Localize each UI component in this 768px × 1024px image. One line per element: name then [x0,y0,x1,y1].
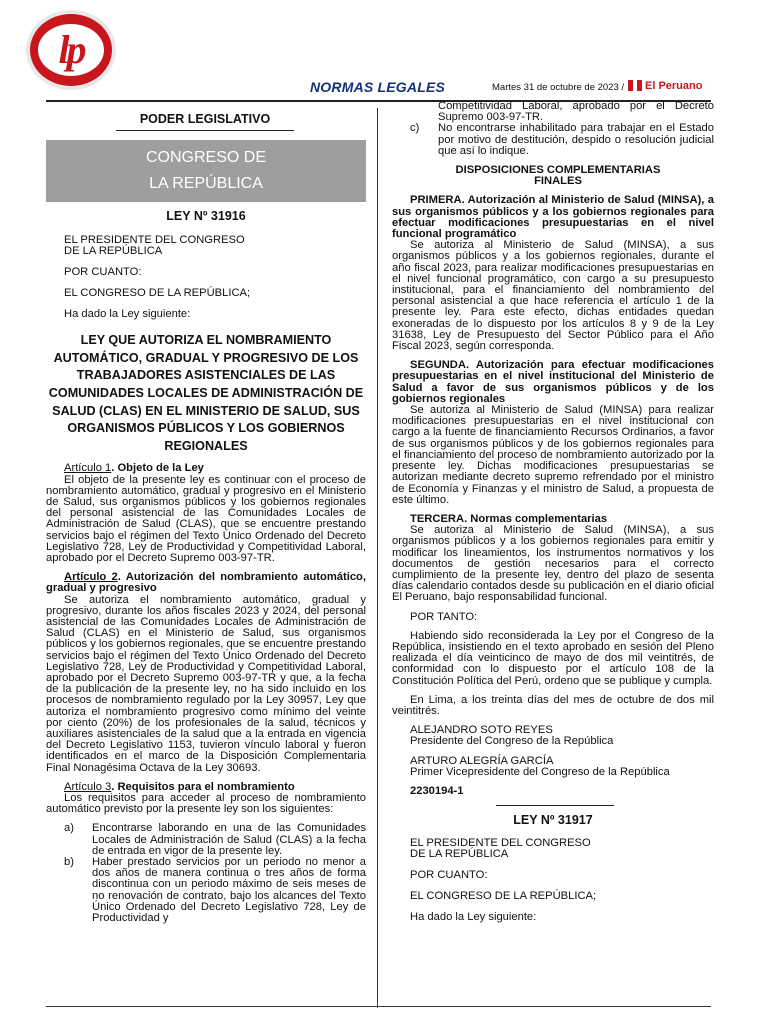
requirement-b-continued [392,101,714,123]
article-2-title: . Autorización del nombramiento automático, gradual y progresivo [46,571,366,595]
logo-text: lp [58,27,84,72]
newspaper-name: El Peruano [645,80,703,92]
section-title: NORMAS LEGALES [310,79,446,95]
requirement-c [392,123,714,157]
law-title: LEY QUE AUTORIZA EL NOMBRAMIENTO AUTOMÁTICO, GRADUAL Y PROGRESIVO DE LOS TRABAJADORES ASISTENCIALES DE LAS COMUNIDADES LOCALES DE ADMINISTRACIÓN DE SALUD (CLAS) EN EL MINISTERIO DE SALUD, SUS ORGANISMOS PÚBLICOS Y LOS GOBIERNOS REGIONALES [48,333,364,453]
document-code: 2230194-1 [410,784,464,797]
requirement-a-text: Encontrarse laborando en una de las Comunidades Locales de Administración de Salud (CLAS) a la fecha de entrada en vigor de la presente ley. [92,822,366,857]
publication-date: Martes 31 de octubre de 2023 / [492,82,625,93]
congress-banner [46,140,366,202]
lima-text: En Lima, a los treinta días del mes de octubre de dos mil veintitrés. [392,693,714,717]
law-2-por-cuanto: POR CUANTO: [410,869,488,882]
law-separator [496,805,614,809]
logo-inner [38,24,104,76]
requirement-b-text: Haber prestado servicios por un periodo no menor a dos años de manera continua o tres años de forma discontinua con un periodo máximo de seis meses de no renovación de contrato, bajo los alcances del Texto Único Ordenado del Decreto Legislativo 728, Ley de Productividad y [92,856,366,925]
footer-rule [46,1006,711,1007]
law-2-ha-dado: Ha dado la Ley siguiente: [410,911,537,924]
ha-dado-line: Ha dado la Ley siguiente: [64,308,191,321]
segunda-text: Se autoriza al Ministerio de Salud (MINSA) para realizar modificaciones presupuestarias en el nivel institucional con cargo a la fuente de financiamiento Recursos Ordinarios, a favor de sus organismos públicos y de los gobiernos regionales para el financiamiento del proceso de nombramiento autorizado por la presente ley. Dichas modificaciones presupuestarias se autorizan mediante decreto supremo refrendado por el ministro de Economía y Finanzas y el ministro de Salud, a propuesta de este último. [392,404,714,506]
poder-legislativo-heading: PODER LEGISLATIVO [116,108,294,131]
por-tanto: POR TANTO: [410,610,478,623]
peru-flag-icon [628,80,642,91]
signatory-2-role: Primer Vicepresidente del Congreso de la República [410,765,670,778]
law-2-number: LEY Nº 31917 [513,813,593,828]
law-2-congreso: EL CONGRESO DE LA REPÚBLICA; [410,890,597,903]
law-2-president-text [410,838,714,860]
disposiciones-line-1: DISPOSICIONES COMPLEMENTARIAS [455,164,661,177]
column-separator [377,108,378,1008]
article-1-label: Artículo 1 [64,462,112,475]
tercera-text: Se autoriza al Ministerio de Salud (MINSA), a sus organismos públicos y a los gobiernos regionales para emitir y modificar los lineamientos, los instrumentos normativos y los documentos de gestión necesarios para el correcto cumplimiento de la presente ley, dentro del plazo de sesenta días calendario contados desde su publicación en el diario oficial El Peruano, bajo responsabilidad funcional. [392,524,714,604]
congress-line-2: LA REPÚBLICA [149,175,263,192]
article-1-text: El objeto de la presente ley es continuar con el proceso de nombramiento automático, gradual y progresivo en el Ministerio de Salud, sus organismos públicos y los gobiernos regionales del personal asistencial de las Comunidades Locales de Administración de Salud (CLAS), que se encuentre prestando servicios bajo el régimen del Texto Único Ordenado del Decreto Legislativo 728, Ley de Productividad y Competitividad Laboral, aprobado por el Decreto Supremo 003-97-TR. [46,473,366,564]
article-1-heading [46,463,366,474]
requirement-c-key: c) [410,122,420,135]
president-line-2: DE LA REPÚBLICA [64,245,163,258]
habiendo-text: Habiendo sido reconsiderada la Ley por el Congreso de la República, insistiendo en el texto aprobado en sesión del Pleno realizada el día veinticinco de mayo de dos mil veintitrés, de conformidad con lo dispuesto por el artículo 108 de la Constitución Política del Perú, ordeno que se publique y cumpla. [392,629,714,687]
primera-heading: PRIMERA. Autorización al Ministerio de Salud (MINSA), a sus organismos públicos y a los gobiernos regionales para efectuar modificaciones presupuestarias en el nivel funcional programático [392,194,714,241]
article-3-title: . Requisitos para el nombramiento [111,780,295,793]
signatory-1-role: Presidente del Congreso de la República [410,735,614,748]
requirement-b [46,857,366,924]
article-2-heading [46,572,366,594]
article-3-text: Los requisitos para acceder al proceso de nombramiento automático previsto por la presente ley son los siguientes: [46,792,366,816]
signatory-2-name: ARTURO ALEGRÍA GARCÍA [410,754,554,767]
congress-line-1: CONGRESO DE [145,149,266,166]
signatory-1-name: ALEJANDRO SOTO REYES [410,724,553,737]
law-number: LEY Nº 31916 [166,209,246,223]
primera-text: Se autoriza al Ministerio de Salud (MINSA), a sus organismos públicos y a los gobiernos regionales, durante el año fiscal 2023, para realizar modificaciones presupuestarias en el nivel funcional programático, con cargo a su presupuesto institucional, para el financiamiento del nombramiento del personal asistencial a que hace referencia el artículo 1 de la presente ley. Para este efecto, dichas entidades quedan exoneradas de lo dispuesto por los artículos 8 y 9 de la Ley 31638, Ley de Presupuesto del Sector Público para el Año Fiscal 2023, según corresponda. [392,239,714,353]
requirement-a [46,823,366,857]
el-peruano-logo [30,14,112,86]
president-text [64,235,366,257]
requirement-b-continued-text: Competitividad Laboral, aprobado por el Decreto Supremo 003-97-TR. [438,100,714,124]
article-1-title: . Objeto de la Ley [111,462,204,475]
tercera-heading: TERCERA. Normas complementarias [410,512,608,525]
article-2-label: Artículo 2 [64,571,118,584]
segunda-heading: SEGUNDA. Autorización para efectuar modificaciones presupuestarias en el nivel institucional del Ministerio de Salud a favor de sus organismos públicos y de los gobiernos regionales [392,359,714,405]
por-cuanto: POR CUANTO: [64,266,142,279]
law-2-president-line-2: DE LA REPÚBLICA [410,848,509,861]
article-2-text: Se autoriza el nombramiento automático, gradual y progresivo, durante los años fiscales 2023 y 2024, del personal asistencial de las Comunidades Locales de Administración de Salud (CLAS) en el Ministerio de Salud, sus organismos públicos y los gobiernos regionales, que se encuentre prestando servicios bajo el régimen del Texto Único Ordenado del Decreto Legislativo 728, Ley de Productividad y Competitividad Laboral, aprobado por el Decreto Supremo 003-97-TR y que, a la fecha de la publicación de la presente ley, no ha sido incluido en los procesos de nombramiento regulado por la Ley 30957, Ley que autoriza el nombramiento progresivo como mínimo del veinte por ciento (20%) de los profesionales de la salud, técnicos y auxiliares asistenciales de la salud que a la entrada en vigencia del Decreto Legislativo 1153, tuvieron vínculo laboral y fueron identificados en el marco de la Disposición Complementaria Final Nonagésima Octava de la Ley 30693. [46,593,366,774]
law-2-president-line-1: EL PRESIDENTE DEL CONGRESO [410,837,591,850]
requirement-b-key: b) [64,856,74,869]
requirement-c-text: No encontrarse inhabilitado para trabajar en el Estado por motivo de destitución, despido o resolución judicial que así lo indique. [438,122,714,157]
disposiciones-line-2: FINALES [534,175,582,188]
president-line-1: EL PRESIDENTE DEL CONGRESO [64,234,245,247]
disposiciones-heading [402,165,714,187]
congreso-line: EL CONGRESO DE LA REPÚBLICA; [64,287,251,300]
requirement-a-key: a) [64,822,74,835]
left-column [46,108,366,924]
right-column [392,101,714,933]
article-3-label: Artículo 3 [64,780,112,793]
